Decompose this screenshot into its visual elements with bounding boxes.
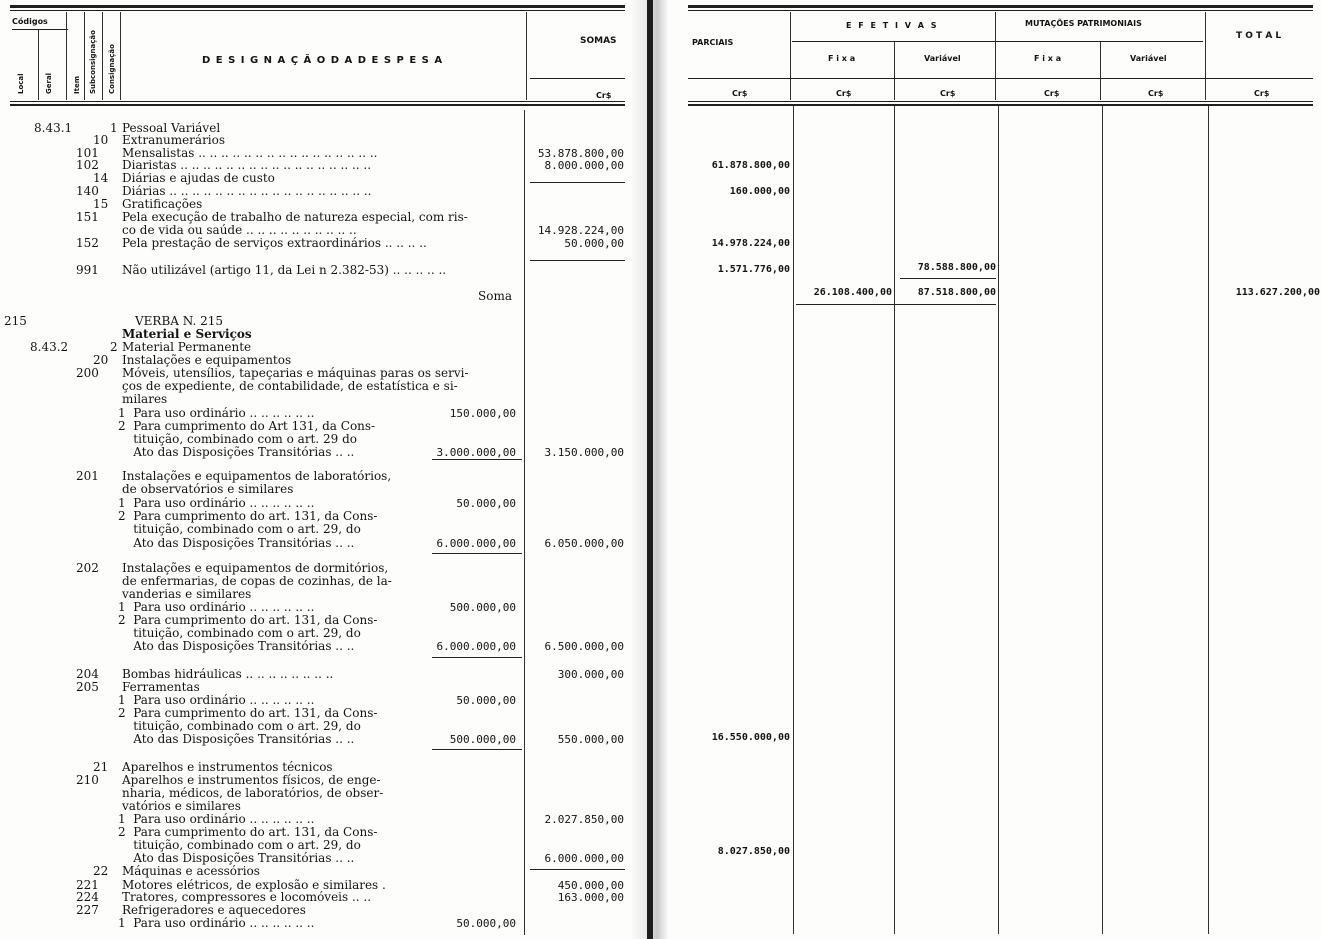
col-divider	[1100, 42, 1101, 100]
row-code: 227	[76, 903, 99, 917]
row-description: Ato das Disposições Transitórias .. ..	[118, 639, 355, 653]
row-description: Ato das Disposições Transitórias .. ..	[118, 732, 355, 746]
parcial-gratificacoes: 14.978.224,00	[711, 238, 790, 249]
top-rule-thin	[688, 10, 1313, 11]
col-divider	[995, 12, 996, 100]
row-description: Aparelhos e instrumentos físicos, de enge-	[122, 773, 381, 787]
row-description: Ato das Disposições Transitórias .. ..	[118, 536, 355, 550]
variavel-column-rule	[998, 106, 999, 934]
soma-underline	[796, 304, 996, 305]
row-description: Instalações e equipamentos	[122, 353, 292, 367]
parcial-nao-utilizavel: 1.571.776,00	[717, 264, 790, 275]
row-subcode: 15	[93, 197, 109, 211]
row-sum-value: 163.000,00	[557, 891, 624, 904]
row-sum-value: 6.500.000,00	[544, 640, 624, 653]
row-code: 102	[76, 158, 99, 172]
row-description: Mensalistas .. .. .. .. .. .. .. .. .. .. .. .. .. .. .. ..	[122, 146, 378, 160]
top-rule	[688, 5, 1313, 8]
row-description: tituição, combinado com o art. 29, do	[118, 522, 361, 536]
parciais-column-rule	[793, 106, 794, 934]
row-code: 221	[76, 878, 99, 892]
row-sum-value: 8.000.000,00	[544, 159, 624, 172]
row-subcode: 21	[93, 760, 109, 774]
parcial-instalacoes: 16.550.000,00	[711, 732, 790, 743]
top-rule	[10, 5, 625, 8]
subtotal-underline	[530, 182, 625, 183]
header-geral: Geral	[45, 72, 53, 94]
subtotal-underline	[530, 869, 625, 870]
row-code: 200	[76, 366, 99, 380]
row-description: tituição, combinado com o art. 29, do	[118, 719, 361, 733]
top-rule-thin	[10, 10, 625, 11]
row-description: de observatórios e similares	[122, 482, 294, 496]
subtotal-underline	[530, 260, 625, 261]
currency-variavel-efetiva: Cr$	[940, 89, 956, 98]
row-code: 205	[76, 680, 99, 694]
row-partial-value: 500.000,00	[449, 601, 516, 614]
subtotal-underline	[900, 278, 996, 279]
row-description: 1 Para uso ordinário .. .. .. .. .. ..	[118, 916, 315, 930]
row-description: Móveis, utensílios, tapeçarias e máquinas paras os servi-	[122, 366, 469, 380]
currency-fixa-efetiva: Cr$	[836, 89, 852, 98]
row-description: 2 Para cumprimento do art. 131, da Cons-	[118, 509, 378, 523]
row-description: ços de expediente, de contabilidade, de estatística e si-	[122, 379, 458, 393]
row-description: Bombas hidráulicas .. .. .. .. .. .. .. ..	[122, 667, 334, 681]
row-sum-value: 14.928.224,00	[537, 224, 624, 237]
header-total: T O T A L	[1236, 31, 1282, 41]
row-description: co de vida ou saúde .. .. .. .. .. .. .. .. .. ..	[122, 223, 357, 237]
currency-variavel-mutacao: Cr$	[1148, 89, 1164, 98]
currency-rule	[688, 78, 1313, 79]
row-description: 1 Para uso ordinário .. .. .. .. .. ..	[118, 812, 315, 826]
right-page	[668, 0, 1321, 939]
row-subcode: 1	[110, 121, 118, 135]
row-code: 152	[76, 236, 99, 250]
left-page	[0, 0, 632, 939]
row-code: 210	[76, 773, 99, 787]
row-sum-value: 300.000,00	[557, 668, 624, 681]
parcial-diarias-custo: 160.000,00	[729, 186, 790, 197]
row-description: 1 Para uso ordinário .. .. .. .. .. ..	[118, 406, 315, 420]
row-description: tituição, combinado com o art. 29, do	[118, 626, 361, 640]
row-sum-value: 450.000,00	[557, 879, 624, 892]
currency-fixa-mutacao: Cr$	[1044, 89, 1060, 98]
row-description: de enfermarias, de copas de cozinhas, de la-	[122, 574, 392, 588]
header-rule-1	[688, 101, 1313, 102]
row-description: Ato das Disposições Transitórias .. ..	[118, 445, 355, 459]
col-divider	[790, 12, 791, 100]
row-description: VERBA N. 215	[135, 314, 224, 328]
header-item: Item	[73, 76, 81, 94]
parcial-aparelhos: 8.027.850,00	[717, 846, 790, 857]
row-sum-value: 3.150.000,00	[544, 446, 624, 459]
row-partial-value: 150.000,00	[449, 407, 516, 420]
total-geral: 113.627.200,00	[1235, 287, 1320, 298]
currency-parciais: Cr$	[732, 89, 748, 98]
row-code: 8.43.2	[30, 340, 69, 354]
row-sum-value: 550.000,00	[557, 733, 624, 746]
row-partial-value: 6.000.000,00	[436, 640, 516, 653]
row-description: Gratificações	[122, 197, 203, 211]
row-description: vanderias e similares	[122, 587, 252, 601]
header-parciais: PARCIAIS	[692, 38, 734, 47]
subtotal-underline	[432, 459, 522, 460]
row-sum-value: 6.000.000,00	[544, 852, 624, 865]
row-code: 224	[76, 890, 99, 904]
row-description: Máquinas e acessórios	[122, 864, 260, 878]
row-partial-value: 50.000,00	[456, 917, 516, 930]
row-description: Instalações e equipamentos de laboratórios,	[122, 469, 392, 483]
row-description: Diaristas .. .. .. .. .. .. .. .. .. .. .. .. .. .. .. .. ..	[122, 158, 372, 172]
header-consignacao: Consignação	[108, 44, 116, 94]
row-description: 2 Para cumprimento do art. 131, da Cons-	[118, 825, 378, 839]
row-description: 2 Para cumprimento do art. 131, da Cons-	[118, 613, 378, 627]
col-divider	[1205, 12, 1206, 100]
row-sum-value: 2.027.850,00	[544, 813, 624, 826]
header-mutacoes: MUTAÇÕES PATRIMONIAIS	[1025, 19, 1142, 28]
subtotal-underline	[432, 657, 522, 658]
row-description: Extranumerários	[122, 133, 226, 147]
col-divider	[66, 12, 67, 100]
row-code: 201	[76, 469, 99, 483]
header-fixa-mutacao: F i x a	[1034, 54, 1062, 63]
codigos-underline	[12, 29, 68, 30]
row-description: tituição, combinado com o art. 29 do	[118, 432, 357, 446]
row-description: 2 Para cumprimento do Art 131, da Cons-	[118, 419, 376, 433]
header-rule-2	[688, 104, 1313, 106]
header-codigos: Códigos	[12, 17, 48, 26]
subtotal-underline	[432, 749, 522, 750]
row-description: Motores elétricos, de explosão e similares .	[122, 878, 386, 892]
row-description: Pela prestação de serviços extraordinários .. .. .. ..	[122, 236, 427, 250]
row-partial-value: 6.000.000,00	[436, 537, 516, 550]
row-description: Instalações e equipamentos de dormitórios,	[122, 561, 389, 575]
col-divider	[102, 12, 103, 100]
row-code: 151	[76, 210, 99, 224]
row-description: Aparelhos e instrumentos técnicos	[122, 760, 333, 774]
row-code: 204	[76, 667, 99, 681]
efetiva-variavel-1: 78.588.800,00	[917, 262, 996, 273]
col-divider	[120, 12, 121, 100]
subheader-rule	[792, 41, 1203, 42]
row-subcode: 2	[110, 340, 118, 354]
currency-total: Cr$	[1254, 89, 1270, 98]
row-description: 2 Para cumprimento do art. 131, da Cons-	[118, 706, 378, 720]
mutacao-fixa-column-rule	[1102, 106, 1103, 934]
mutacao-variavel-column-rule	[1208, 106, 1209, 934]
efetiva-fixa-soma: 26.108.400,00	[813, 287, 892, 298]
row-description: Tratores, compressores e locomóveis .. ..	[122, 890, 372, 904]
row-description: Refrigeradores e aquecedores	[122, 903, 306, 917]
binding-edge	[647, 0, 653, 939]
row-description: Ferramentas	[122, 680, 200, 694]
somas-underline	[530, 78, 625, 79]
row-partial-value: 500.000,00	[449, 733, 516, 746]
soma-label: Soma	[478, 289, 512, 303]
row-description: Material e Serviços	[122, 327, 252, 341]
header-variavel-efetiva: Variável	[924, 54, 961, 63]
row-description: milares	[122, 392, 168, 406]
row-code: 140	[76, 184, 99, 198]
header-efetivas: E F E T I V A S	[846, 21, 939, 30]
row-sum-value: 50.000,00	[564, 237, 624, 250]
row-description: 1 Para uso ordinário .. .. .. .. .. ..	[118, 496, 315, 510]
row-description: 1 Para uso ordinário .. .. .. .. .. ..	[118, 693, 315, 707]
row-description: nharia, médicos, de laboratórios, de obser-	[122, 786, 384, 800]
row-code: 202	[76, 561, 99, 575]
col-divider	[526, 12, 527, 100]
row-code: 991	[76, 263, 99, 277]
efetiva-variavel-soma: 87.518.800,00	[917, 287, 996, 298]
col-divider	[38, 30, 39, 100]
header-fixa-efetiva: F i x a	[828, 54, 856, 63]
row-description: Ato das Disposições Transitórias .. ..	[118, 851, 355, 865]
row-partial-value: 50.000,00	[456, 694, 516, 707]
row-description: Pessoal Variável	[122, 121, 221, 135]
col-divider	[894, 42, 895, 100]
row-description: vatórios e similares	[122, 799, 241, 813]
row-sum-value: 53.878.800,00	[537, 147, 624, 160]
row-code: 215	[4, 314, 27, 328]
header-rule-2	[10, 104, 625, 106]
header-subconsignacao: Subconsignação	[89, 30, 97, 94]
row-description: Não utilizável (artigo 11, da Lei n 2.382-53) .. .. .. .. ..	[122, 263, 447, 277]
header-local: Local	[17, 73, 25, 94]
row-partial-value: 50.000,00	[456, 497, 516, 510]
header-somas: SOMAS	[580, 36, 617, 46]
header-rule-1	[10, 101, 625, 102]
subtotal-underline	[432, 553, 522, 554]
row-description: Diárias .. .. .. .. .. .. .. .. .. .. .. .. .. .. .. .. .. ..	[122, 184, 372, 198]
row-description: Pela execução de trabalho de natureza especial, com ris-	[122, 210, 468, 224]
header-variavel-mutacao: Variável	[1130, 54, 1167, 63]
parcial-diarias: 61.878.800,00	[711, 160, 790, 171]
row-subcode: 14	[93, 171, 109, 185]
col-divider	[84, 12, 85, 100]
row-partial-value: 3.000.000,00	[436, 446, 516, 459]
header-designacao: D E S I G N A Ç Ã O D A D E S P E S A	[202, 55, 444, 66]
row-subcode: 20	[93, 353, 109, 367]
row-code: 101	[76, 146, 99, 160]
row-sum-value: 6.050.000,00	[544, 537, 624, 550]
row-description: 1 Para uso ordinário .. .. .. .. .. ..	[118, 600, 315, 614]
header-currency: Cr$	[596, 91, 612, 100]
fixa-column-rule	[894, 106, 895, 934]
row-description: Material Permanente	[122, 340, 252, 354]
row-code: 8.43.1	[34, 121, 73, 135]
row-subcode: 10	[93, 133, 109, 147]
row-description: tituição, combinado com o art. 29, do	[118, 838, 361, 852]
row-description: Diárias e ajudas de custo	[122, 171, 275, 185]
row-subcode: 22	[93, 864, 109, 878]
